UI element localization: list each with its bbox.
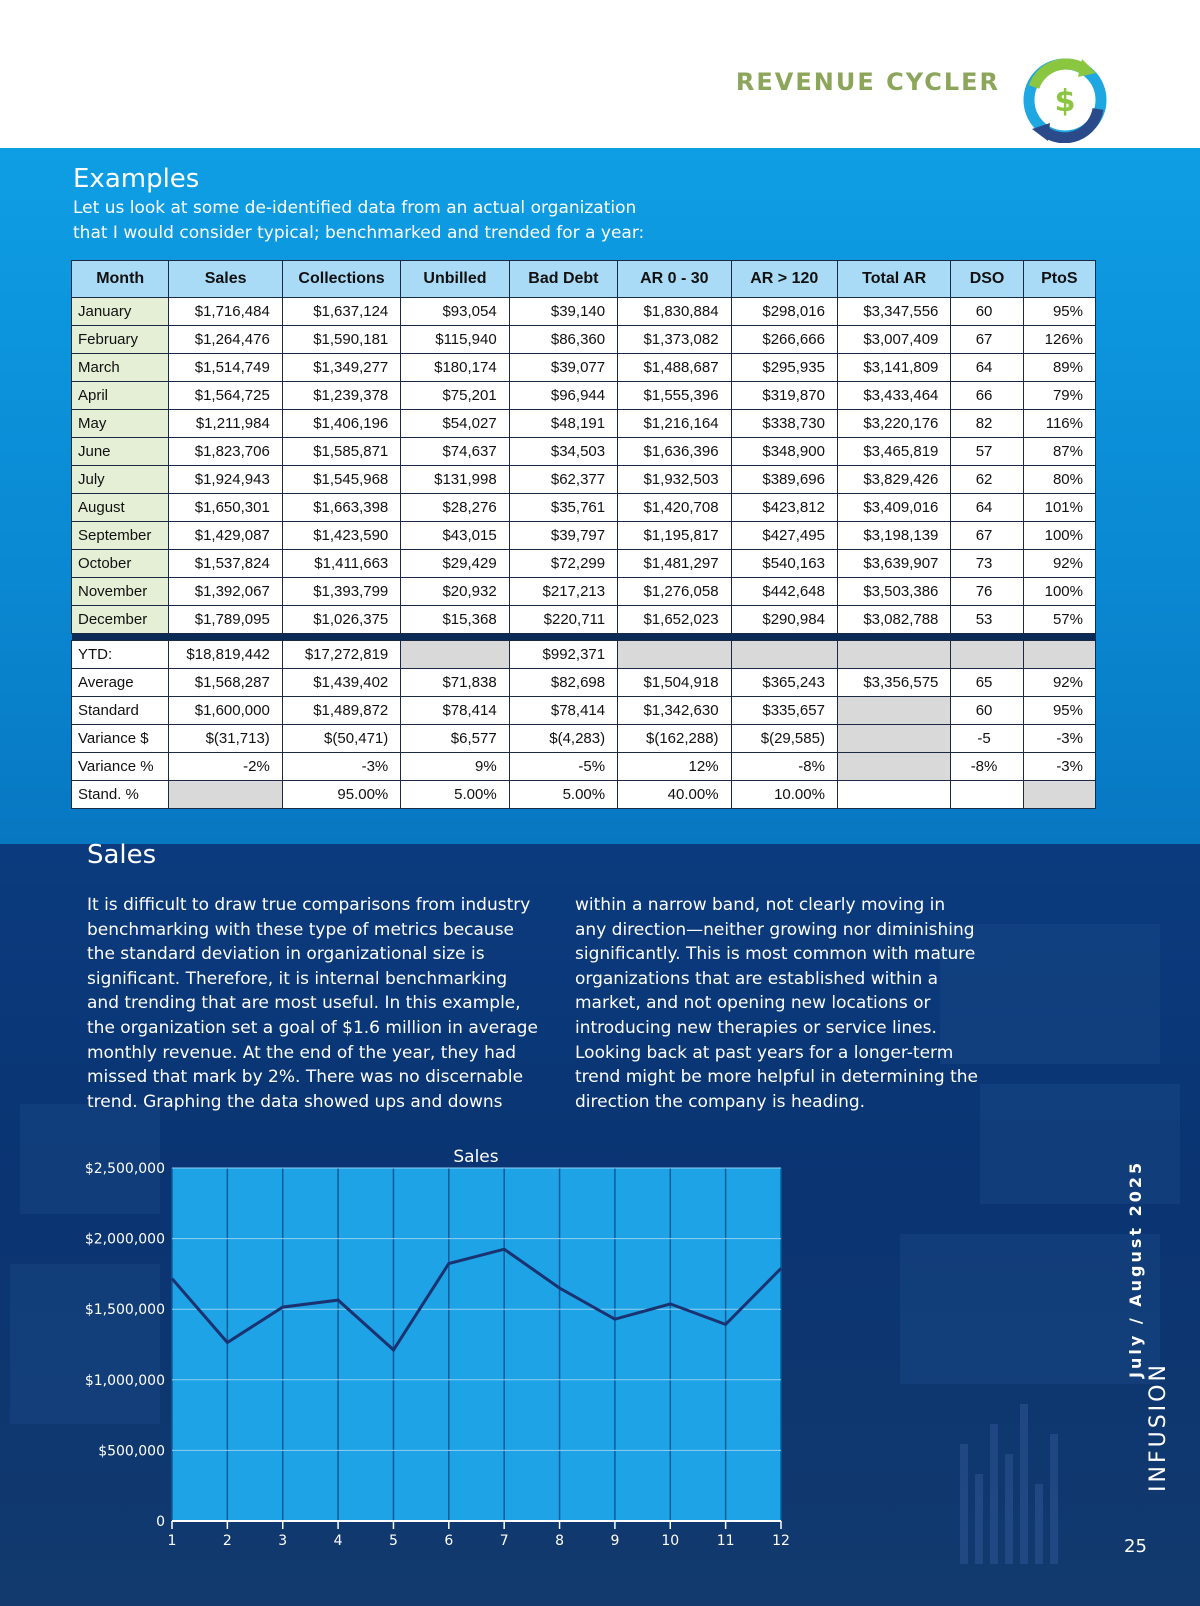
page-header bbox=[0, 0, 1200, 148]
table-cell: 57% bbox=[1023, 606, 1095, 634]
text-line: any direction—neither growing nor diminishing bbox=[575, 919, 975, 940]
column-header: Bad Debt bbox=[509, 261, 617, 298]
svg-text:$: $ bbox=[1054, 84, 1076, 119]
month-cell: January bbox=[72, 298, 169, 326]
table-cell: $220,711 bbox=[509, 606, 617, 634]
table-cell: $28,276 bbox=[401, 494, 509, 522]
dollar-cycle-icon bbox=[1022, 57, 1108, 143]
summary-cell: $78,414 bbox=[401, 697, 509, 725]
summary-cell bbox=[731, 641, 837, 669]
table-cell: 100% bbox=[1023, 578, 1095, 606]
table-cell: $1,637,124 bbox=[282, 298, 400, 326]
table-cell: $131,998 bbox=[401, 466, 509, 494]
table-cell: 100% bbox=[1023, 522, 1095, 550]
summary-row bbox=[72, 753, 1096, 781]
month-cell: February bbox=[72, 326, 169, 354]
table-cell: $1,481,297 bbox=[618, 550, 731, 578]
table-cell: $3,465,819 bbox=[837, 438, 950, 466]
month-cell: September bbox=[72, 522, 169, 550]
table-cell: $1,195,817 bbox=[618, 522, 731, 550]
table-cell: $1,585,871 bbox=[282, 438, 400, 466]
text-line: significantly. This is most common with mature bbox=[575, 944, 976, 965]
table-row bbox=[72, 578, 1096, 606]
table-row bbox=[72, 494, 1096, 522]
summary-label-cell: YTD: bbox=[72, 641, 169, 669]
table-cell: $54,027 bbox=[401, 410, 509, 438]
table-cell: $540,163 bbox=[731, 550, 837, 578]
table-cell: $295,935 bbox=[731, 354, 837, 382]
table-cell: 92% bbox=[1023, 550, 1095, 578]
table-cell: $338,730 bbox=[731, 410, 837, 438]
table-cell: $15,368 bbox=[401, 606, 509, 634]
text-line: benchmarking with these type of metrics because bbox=[87, 919, 515, 940]
table-cell: $180,174 bbox=[401, 354, 509, 382]
table-cell: $348,900 bbox=[731, 438, 837, 466]
month-cell: July bbox=[72, 466, 169, 494]
table-cell: $1,823,706 bbox=[169, 438, 282, 466]
table-cell: $1,420,708 bbox=[618, 494, 731, 522]
summary-cell: $335,657 bbox=[731, 697, 837, 725]
summary-cell: -5% bbox=[509, 753, 617, 781]
summary-cell: -3% bbox=[282, 753, 400, 781]
summary-cell: $(50,471) bbox=[282, 725, 400, 753]
table-cell: $266,666 bbox=[731, 326, 837, 354]
table-cell: $1,924,943 bbox=[169, 466, 282, 494]
table-row bbox=[72, 410, 1096, 438]
table-cell: $39,077 bbox=[509, 354, 617, 382]
table-cell: 95% bbox=[1023, 298, 1095, 326]
table-cell: $1,393,799 bbox=[282, 578, 400, 606]
table-cell: $1,411,663 bbox=[282, 550, 400, 578]
summary-cell: $365,243 bbox=[731, 669, 837, 697]
x-tick-label: 2 bbox=[222, 1533, 232, 1549]
table-cell: $86,360 bbox=[509, 326, 617, 354]
table-row bbox=[72, 522, 1096, 550]
table-row bbox=[72, 606, 1096, 634]
summary-cell: 10.00% bbox=[731, 781, 837, 809]
table-cell: $3,409,016 bbox=[837, 494, 950, 522]
table-cell: $1,830,884 bbox=[618, 298, 731, 326]
table-cell: $20,932 bbox=[401, 578, 509, 606]
summary-cell: -3% bbox=[1023, 725, 1095, 753]
summary-cell: $17,272,819 bbox=[282, 641, 400, 669]
text-line: direction the company is heading. bbox=[575, 1091, 866, 1112]
summary-label-cell: Variance % bbox=[72, 753, 169, 781]
text-line: market, and not opening new locations or bbox=[575, 993, 931, 1014]
summary-cell: 92% bbox=[1023, 669, 1095, 697]
table-cell: 64 bbox=[951, 494, 1023, 522]
x-tick-label: 1 bbox=[167, 1533, 177, 1549]
table-cell: $62,377 bbox=[509, 466, 617, 494]
summary-cell: $(29,585) bbox=[731, 725, 837, 753]
table-header-row bbox=[72, 261, 1096, 298]
summary-cell bbox=[837, 641, 950, 669]
month-cell: August bbox=[72, 494, 169, 522]
summary-cell: $(31,713) bbox=[169, 725, 282, 753]
table-cell: 80% bbox=[1023, 466, 1095, 494]
summary-cell: 5.00% bbox=[509, 781, 617, 809]
table-cell: $39,140 bbox=[509, 298, 617, 326]
table-cell: $1,211,984 bbox=[169, 410, 282, 438]
text-line: within a narrow band, not clearly moving in bbox=[575, 895, 946, 915]
table-cell: 62 bbox=[951, 466, 1023, 494]
table-cell: 57 bbox=[951, 438, 1023, 466]
summary-cell bbox=[837, 753, 950, 781]
summary-cell: $992,371 bbox=[509, 641, 617, 669]
table-cell: $1,373,082 bbox=[618, 326, 731, 354]
summary-cell bbox=[618, 641, 731, 669]
examples-title: Examples bbox=[73, 164, 200, 194]
table-cell: $72,299 bbox=[509, 550, 617, 578]
summary-cell: $1,600,000 bbox=[169, 697, 282, 725]
table-cell: $1,545,968 bbox=[282, 466, 400, 494]
summary-cell: $1,568,287 bbox=[169, 669, 282, 697]
table-cell: 101% bbox=[1023, 494, 1095, 522]
summary-row bbox=[72, 669, 1096, 697]
chart-title: Sales bbox=[453, 1147, 499, 1167]
table-row bbox=[72, 550, 1096, 578]
section-brand: REVENUE CYCLER bbox=[735, 68, 1000, 96]
table-cell: $3,141,809 bbox=[837, 354, 950, 382]
x-tick-label: 9 bbox=[610, 1533, 620, 1549]
table-cell: $423,812 bbox=[731, 494, 837, 522]
table-row bbox=[72, 382, 1096, 410]
summary-cell bbox=[837, 781, 950, 809]
summary-cell: $1,504,918 bbox=[618, 669, 731, 697]
table-cell: $1,026,375 bbox=[282, 606, 400, 634]
text-line: significant. Therefore, it is internal benchmarking bbox=[87, 968, 508, 989]
table-cell: 67 bbox=[951, 326, 1023, 354]
sales-text-column-2 bbox=[575, 893, 995, 1114]
table-cell: $1,932,503 bbox=[618, 466, 731, 494]
x-tick-label: 6 bbox=[444, 1533, 454, 1549]
table-cell: $1,716,484 bbox=[169, 298, 282, 326]
summary-cell bbox=[169, 781, 282, 809]
summary-cell: 95.00% bbox=[282, 781, 400, 809]
summary-cell: $18,819,442 bbox=[169, 641, 282, 669]
summary-cell: -3% bbox=[1023, 753, 1095, 781]
summary-cell: -8% bbox=[731, 753, 837, 781]
text-line: Looking back at past years for a longer-term bbox=[575, 1042, 954, 1063]
column-header: AR > 120 bbox=[731, 261, 837, 298]
text-line: the organization set a goal of $1.6 million in average bbox=[87, 1017, 538, 1038]
x-tick-label: 4 bbox=[333, 1533, 343, 1549]
text-line: It is difficult to draw true comparisons from industry bbox=[87, 895, 531, 915]
summary-cell: 40.00% bbox=[618, 781, 731, 809]
month-cell: October bbox=[72, 550, 169, 578]
column-header: Collections bbox=[282, 261, 400, 298]
summary-cell: $71,838 bbox=[401, 669, 509, 697]
page-number: 25 bbox=[1124, 1536, 1147, 1557]
table-cell: $1,488,687 bbox=[618, 354, 731, 382]
summary-cell: $82,698 bbox=[509, 669, 617, 697]
summary-cell: -8% bbox=[951, 753, 1023, 781]
table-cell: 60 bbox=[951, 298, 1023, 326]
table-cell: $290,984 bbox=[731, 606, 837, 634]
table-cell: $96,944 bbox=[509, 382, 617, 410]
summary-row bbox=[72, 725, 1096, 753]
text-line: introducing new therapies or service lines. bbox=[575, 1017, 937, 1038]
table-divider bbox=[72, 634, 1096, 641]
y-tick-label: $1,000,000 bbox=[84, 1372, 165, 1389]
y-tick-label: $2,500,000 bbox=[84, 1161, 165, 1177]
table-cell: $39,797 bbox=[509, 522, 617, 550]
table-cell: 66 bbox=[951, 382, 1023, 410]
table-cell: 76 bbox=[951, 578, 1023, 606]
y-tick-label: 0 bbox=[156, 1514, 165, 1530]
table-cell: 116% bbox=[1023, 410, 1095, 438]
table-divider-cell bbox=[72, 634, 1096, 641]
x-tick-label: 8 bbox=[555, 1533, 565, 1549]
magazine-name: INFUSION bbox=[1146, 1362, 1171, 1492]
issue-date: July / August 2025 bbox=[1126, 1159, 1145, 1378]
summary-label-cell: Variance $ bbox=[72, 725, 169, 753]
summary-label-cell: Average bbox=[72, 669, 169, 697]
table-cell: $3,082,788 bbox=[837, 606, 950, 634]
summary-row bbox=[72, 697, 1096, 725]
summary-cell: 5.00% bbox=[401, 781, 509, 809]
x-tick-label: 3 bbox=[278, 1533, 288, 1549]
column-header: Unbilled bbox=[401, 261, 509, 298]
table-cell: $3,220,176 bbox=[837, 410, 950, 438]
summary-cell: $1,439,402 bbox=[282, 669, 400, 697]
x-tick-label: 11 bbox=[716, 1533, 735, 1549]
column-header: Month bbox=[72, 261, 169, 298]
month-cell: March bbox=[72, 354, 169, 382]
table-cell: $1,636,396 bbox=[618, 438, 731, 466]
month-cell: April bbox=[72, 382, 169, 410]
table-cell: $1,537,824 bbox=[169, 550, 282, 578]
x-tick-label: 12 bbox=[772, 1533, 790, 1549]
table-cell: $1,264,476 bbox=[169, 326, 282, 354]
month-cell: June bbox=[72, 438, 169, 466]
text-line: the standard deviation in organizational size is bbox=[87, 944, 485, 965]
summary-cell: 65 bbox=[951, 669, 1023, 697]
table-cell: $93,054 bbox=[401, 298, 509, 326]
table-cell: $1,276,058 bbox=[618, 578, 731, 606]
table-row bbox=[72, 354, 1096, 382]
summary-label-cell: Stand. % bbox=[72, 781, 169, 809]
table-cell: $1,789,095 bbox=[169, 606, 282, 634]
y-tick-label: $1,500,000 bbox=[84, 1302, 165, 1319]
summary-cell: $78,414 bbox=[509, 697, 617, 725]
table-cell: $1,429,087 bbox=[169, 522, 282, 550]
examples-intro: Let us look at some de-identified data from an actual organization that I would consider typical; benchmarked and trended for a year: bbox=[73, 198, 645, 243]
column-header: AR 0 - 30 bbox=[618, 261, 731, 298]
table-cell: $319,870 bbox=[731, 382, 837, 410]
revenue-table bbox=[71, 260, 1096, 809]
table-cell: $1,564,725 bbox=[169, 382, 282, 410]
table-cell: $1,514,749 bbox=[169, 354, 282, 382]
table-cell: 73 bbox=[951, 550, 1023, 578]
table-row bbox=[72, 466, 1096, 494]
table-cell: $1,239,378 bbox=[282, 382, 400, 410]
summary-cell: -5 bbox=[951, 725, 1023, 753]
summary-row bbox=[72, 641, 1096, 669]
summary-cell: $1,342,630 bbox=[618, 697, 731, 725]
text-line: trend might be more helpful in determining the bbox=[575, 1067, 978, 1088]
y-tick-label: $500,000 bbox=[98, 1443, 165, 1460]
table-cell: $3,007,409 bbox=[837, 326, 950, 354]
x-tick-label: 7 bbox=[499, 1533, 509, 1549]
table-cell: $298,016 bbox=[731, 298, 837, 326]
text-line: monthly revenue. At the end of the year, they had bbox=[87, 1042, 517, 1063]
summary-cell bbox=[951, 781, 1023, 809]
table-cell: $1,349,277 bbox=[282, 354, 400, 382]
table-cell: 67 bbox=[951, 522, 1023, 550]
table-cell: $34,503 bbox=[509, 438, 617, 466]
summary-cell bbox=[951, 641, 1023, 669]
table-cell: $1,406,196 bbox=[282, 410, 400, 438]
table-cell: $217,213 bbox=[509, 578, 617, 606]
table-cell: $43,015 bbox=[401, 522, 509, 550]
summary-cell: 95% bbox=[1023, 697, 1095, 725]
summary-cell bbox=[837, 697, 950, 725]
summary-cell: $6,577 bbox=[401, 725, 509, 753]
text-line: trend. Graphing the data showed ups and downs bbox=[87, 1091, 503, 1112]
summary-cell: $1,489,872 bbox=[282, 697, 400, 725]
summary-cell bbox=[1023, 781, 1095, 809]
column-header: DSO bbox=[951, 261, 1023, 298]
column-header: Total AR bbox=[837, 261, 950, 298]
table-cell: $75,201 bbox=[401, 382, 509, 410]
summary-cell: 9% bbox=[401, 753, 509, 781]
table-cell: $442,648 bbox=[731, 578, 837, 606]
table-cell: $1,652,023 bbox=[618, 606, 731, 634]
table-cell: 64 bbox=[951, 354, 1023, 382]
text-line: missed that mark by 2%. There was no discernable bbox=[87, 1067, 524, 1088]
table-cell: $1,423,590 bbox=[282, 522, 400, 550]
table-cell: $29,429 bbox=[401, 550, 509, 578]
column-header: PtoS bbox=[1023, 261, 1095, 298]
sales-title: Sales bbox=[87, 840, 157, 870]
summary-cell: $(162,288) bbox=[618, 725, 731, 753]
table-row bbox=[72, 326, 1096, 354]
table-row bbox=[72, 298, 1096, 326]
text-line: and trending that are most useful. In this example, bbox=[87, 993, 521, 1014]
summary-cell bbox=[837, 725, 950, 753]
table-cell: $74,637 bbox=[401, 438, 509, 466]
summary-row bbox=[72, 781, 1096, 809]
table-cell: $427,495 bbox=[731, 522, 837, 550]
table-cell: $3,198,139 bbox=[837, 522, 950, 550]
table-cell: $1,392,067 bbox=[169, 578, 282, 606]
table-cell: $1,650,301 bbox=[169, 494, 282, 522]
month-cell: December bbox=[72, 606, 169, 634]
month-cell: May bbox=[72, 410, 169, 438]
table-cell: $1,663,398 bbox=[282, 494, 400, 522]
table-cell: $35,761 bbox=[509, 494, 617, 522]
summary-cell: 12% bbox=[618, 753, 731, 781]
summary-cell: -2% bbox=[169, 753, 282, 781]
table-cell: $3,829,426 bbox=[837, 466, 950, 494]
summary-cell: 60 bbox=[951, 697, 1023, 725]
column-header: Sales bbox=[169, 261, 282, 298]
summary-cell: $3,356,575 bbox=[837, 669, 950, 697]
x-tick-label: 10 bbox=[661, 1533, 680, 1549]
summary-cell bbox=[1023, 641, 1095, 669]
table-cell: 53 bbox=[951, 606, 1023, 634]
table-cell: $1,590,181 bbox=[282, 326, 400, 354]
table-row bbox=[72, 438, 1096, 466]
table-cell: 126% bbox=[1023, 326, 1095, 354]
text-line: organizations that are established within a bbox=[575, 968, 939, 989]
table-cell: $1,555,396 bbox=[618, 382, 731, 410]
table-cell: 89% bbox=[1023, 354, 1095, 382]
table-cell: $3,347,556 bbox=[837, 298, 950, 326]
table-cell: 79% bbox=[1023, 382, 1095, 410]
table-cell: $48,191 bbox=[509, 410, 617, 438]
table-cell: 82 bbox=[951, 410, 1023, 438]
table-cell: $1,216,164 bbox=[618, 410, 731, 438]
summary-label-cell: Standard bbox=[72, 697, 169, 725]
table-cell: 87% bbox=[1023, 438, 1095, 466]
summary-cell bbox=[401, 641, 509, 669]
table-cell: $3,503,386 bbox=[837, 578, 950, 606]
table-cell: $3,433,464 bbox=[837, 382, 950, 410]
table-cell: $3,639,907 bbox=[837, 550, 950, 578]
summary-cell: $(4,283) bbox=[509, 725, 617, 753]
x-tick-label: 5 bbox=[388, 1533, 398, 1549]
sales-text-column-1 bbox=[87, 893, 547, 1114]
table-cell: $389,696 bbox=[731, 466, 837, 494]
y-tick-label: $2,000,000 bbox=[84, 1231, 165, 1248]
table-cell: $115,940 bbox=[401, 326, 509, 354]
month-cell: November bbox=[72, 578, 169, 606]
